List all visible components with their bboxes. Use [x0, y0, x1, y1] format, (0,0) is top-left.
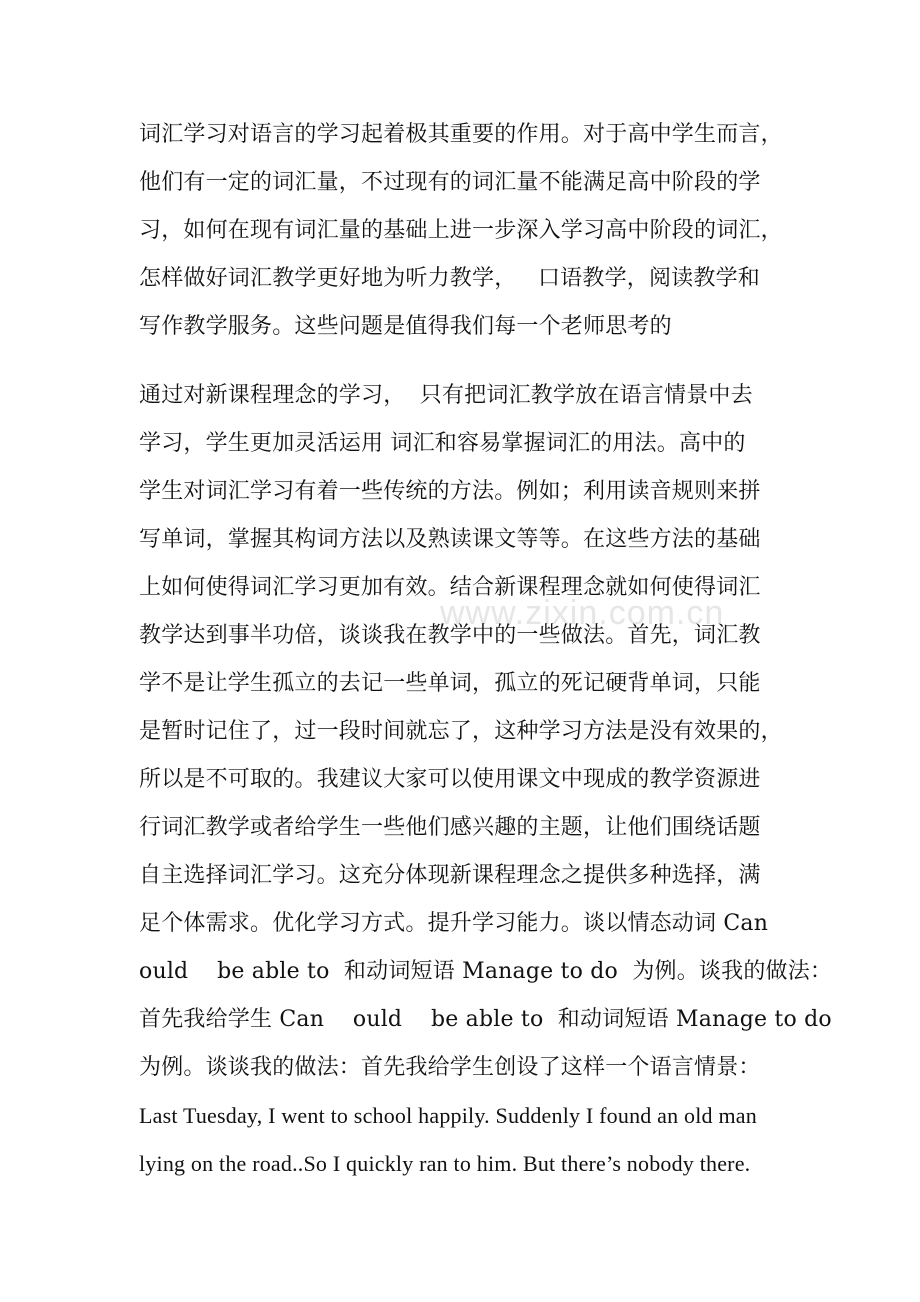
paragraph-1	[139, 111, 799, 351]
text-line: 行词汇教学或者给学生一些他们感兴趣的主题，让他们围绕话题	[139, 815, 761, 840]
text-line: 教学达到事半功倍，谈谈我在教学中的一些做法。首先，词汇教	[139, 623, 761, 648]
text-line: 通过对新课程理念的学习， 只有把词汇教学放在语言情景中去	[139, 383, 753, 408]
text-line: 所以是不可取的。我建议大家可以使用课文中现成的教学资源进	[139, 767, 761, 792]
text-line: 怎样做好词汇教学更好地为听力教学， 口语教学，阅读教学和	[139, 266, 760, 291]
text-line: 学习，学生更加灵活运用 词汇和容易掌握词汇的用法。高中的	[139, 431, 746, 456]
text-line: 他们有一定的词汇量，不过现有的词汇量不能满足高中阶段的学	[139, 170, 761, 195]
text-line: 首先我给学生 Can ould be able to 和动词短语 Manage to do	[139, 1007, 832, 1032]
text-line: 为例。谈谈我的做法：首先我给学生创设了这样一个语言情景：	[139, 1055, 761, 1080]
text-line: 上如何使得词汇学习更加有效。结合新课程理念就如何使得词汇	[139, 575, 761, 600]
text-line: 习，如何在现有词汇量的基础上进一步深入学习高中阶段的词汇，	[139, 218, 783, 243]
text-line: 足个体需求。优化学习方式。提升学习能力。谈以情态动词 Can	[139, 911, 769, 936]
text-line: ould be able to 和动词短语 Manage to do 为例。谈我的做法：	[139, 959, 833, 984]
text-line: 词汇学习对语言的学习起着极其重要的作用。对于高中学生而言，	[139, 122, 783, 147]
text-line: 学生对词汇学习有着一些传统的方法。例如；利用读音规则来拼	[139, 479, 761, 504]
text-line: Last Tuesday, I went to school happily. Suddenly I found an old man	[139, 1103, 757, 1128]
watermark: www.zixin.com.cn	[440, 594, 725, 632]
text-line: 写单词，掌握其构词方法以及熟读课文等等。在这些方法的基础	[139, 527, 761, 552]
text-line: 学不是让学生孤立的去记一些单词，孤立的死记硬背单词，只能	[139, 671, 761, 696]
text-line: 自主选择词汇学习。这充分体现新课程理念之提供多种选择，满	[139, 863, 761, 888]
text-line: 是暂时记住了，过一段时间就忘了，这种学习方法是没有效果的，	[139, 719, 783, 744]
text-line: 写作教学服务。这些问题是值得我们每一个老师思考的	[139, 314, 672, 339]
text-line: lying on the road..So I quickly ran to him. But there’s nobody there.	[139, 1151, 751, 1176]
paragraph-2	[139, 372, 833, 1188]
